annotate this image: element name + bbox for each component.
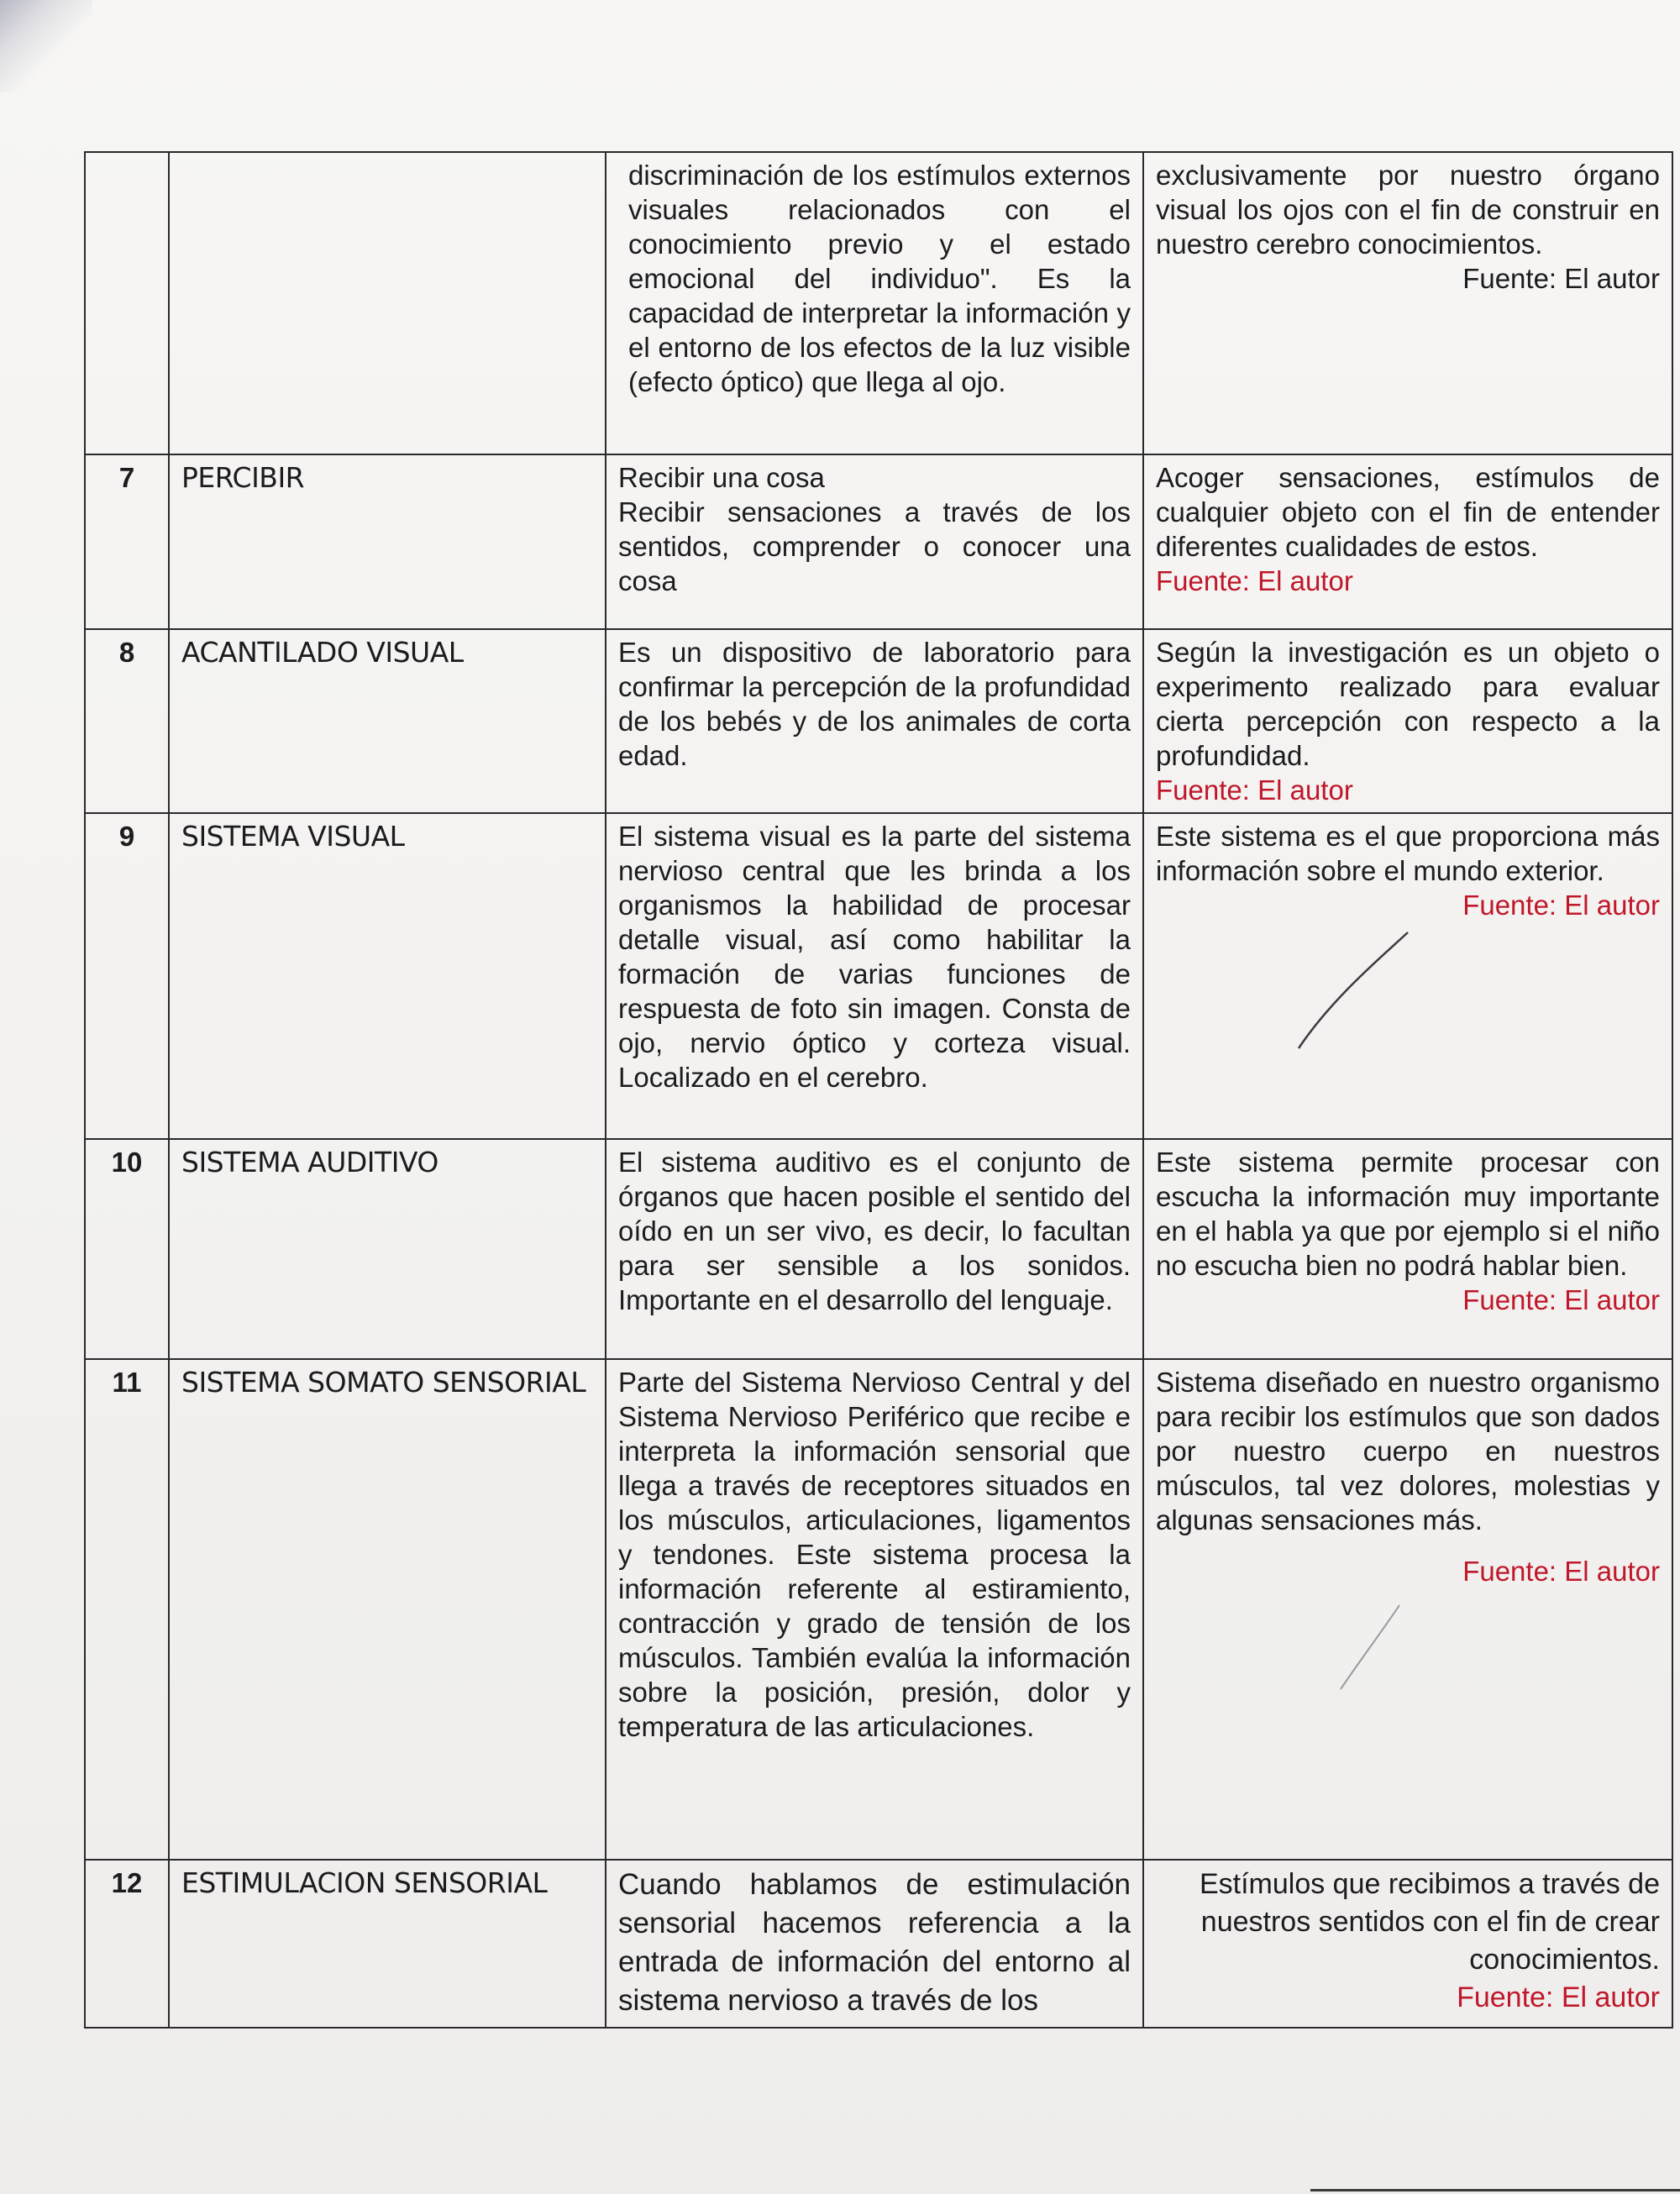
table-row: [85, 1860, 1672, 2028]
row-term: SISTEMA SOMATO SENSORIAL: [169, 1359, 606, 1860]
page-corner-shadow: [0, 0, 92, 92]
row-explanation: [1143, 454, 1672, 629]
source-label: Fuente: El autor: [1156, 565, 1353, 596]
source-label: Fuente: El autor: [1462, 1284, 1660, 1315]
row-term: ESTIMULACION SENSORIAL: [169, 1860, 606, 2028]
table-row: [85, 1359, 1672, 1860]
table-row: [85, 629, 1672, 813]
source-label: Fuente: El autor: [1462, 1556, 1660, 1587]
row-term: SISTEMA AUDITIVO: [169, 1139, 606, 1359]
definition-text: El sistema visual es la parte del sistema nervioso central que les brinda a los organismos la habilidad de procesar detalle visual, así como habilitar la formación de varias funciones de respuesta de foto sin imagen. Consta de ojo, nervio óptico y corteza visual. Localizado en el cerebro.: [618, 821, 1131, 1093]
row-explanation: [1143, 813, 1672, 1139]
row-definition: [606, 813, 1143, 1139]
footer-rule: [1310, 2189, 1680, 2191]
row-definition: [606, 1359, 1143, 1860]
row-number: 7: [85, 454, 169, 629]
row-number: 11: [85, 1359, 169, 1860]
definition-text: Cuando hablamos de estimulación sensorial hacemos referencia a la entrada de información del entorno al sistema nervioso a través de los: [618, 1868, 1131, 2017]
table-row: [85, 152, 1672, 454]
definition-text: El sistema auditivo es el conjunto de órganos que hacen posible el sentido del oído en un ser vivo, es decir, lo facultan para ser sensible a los sonidos. Importante en el desarrollo del lenguaje.: [618, 1147, 1131, 1315]
row-definition: [606, 454, 1143, 629]
row-term: ACANTILADO VISUAL: [169, 629, 606, 813]
definition-text: discriminación de los estímulos externos visuales relacionados con el conocimiento previo y el estado emocional del individuo". Es la capacidad de interpretar la información y el entorno de los efectos de la luz visible (efecto óptico) que llega al ojo.: [628, 160, 1131, 397]
row-term: PERCIBIR: [169, 454, 606, 629]
table-row: [85, 454, 1672, 629]
source-label: Fuente: El autor: [1457, 1981, 1660, 2013]
definition-text: Recibir una cosa Recibir sensaciones a través de los sentidos, comprender o conocer una cosa: [618, 462, 1131, 596]
row-explanation: [1143, 1860, 1672, 2028]
row-definition: [606, 629, 1143, 813]
pen-mark-icon: [1257, 922, 1425, 1057]
row-explanation: [1143, 152, 1672, 454]
pen-mark-icon: [1257, 1588, 1425, 1706]
explanation-text: exclusivamente por nuestro órgano visual los ojos con el fin de construir en nuestro cerebro conocimientos.: [1156, 160, 1660, 260]
row-explanation: [1143, 1359, 1672, 1860]
row-term: [169, 152, 606, 454]
definition-text: Parte del Sistema Nervioso Central y del Sistema Nervioso Periférico que recibe e interpreta la información sensorial que llega a través de receptores situados en los músculos, articulaciones, ligamentos y tendones. Este sistema procesa la información referente al estiramiento, contracción y grado de tensión de los músculos. También evalúa la información sobre la posición, presión, dolor y temperatura de las articulaciones.: [618, 1367, 1131, 1742]
explanation-text: Acoger sensaciones, estímulos de cualquier objeto con el fin de entender diferentes cualidades de estos.: [1156, 462, 1660, 562]
explanation-text: Según la investigación es un objeto o experimento realizado para evaluar cierta percepción con respecto a la profundidad.: [1156, 637, 1660, 771]
explanation-text: Este sistema es el que proporciona más información sobre el mundo exterior.: [1156, 821, 1660, 886]
source-label: Fuente: El autor: [1156, 774, 1353, 806]
source-label: Fuente: El autor: [1462, 890, 1660, 921]
row-number: 10: [85, 1139, 169, 1359]
row-number: [85, 152, 169, 454]
row-number: 8: [85, 629, 169, 813]
explanation-text: Estímulos que recibimos a través de nuestros sentidos con el fin de crear conocimientos.: [1199, 1868, 1660, 1976]
table-row: [85, 813, 1672, 1139]
source-label: Fuente: El autor: [1462, 263, 1660, 294]
row-definition: [606, 152, 1143, 454]
row-number: 12: [85, 1860, 169, 2028]
explanation-text: Este sistema permite procesar con escucha la información muy importante en el habla ya que por ejemplo si el niño no escucha bien no podrá hablar bien.: [1156, 1147, 1660, 1281]
explanation-text: Sistema diseñado en nuestro organismo para recibir los estímulos que son dados por nuestro cuerpo en nuestros músculos, tal vez dolores, molestias y algunas sensaciones más.: [1156, 1367, 1660, 1535]
row-term: SISTEMA VISUAL: [169, 813, 606, 1139]
table-row: [85, 1139, 1672, 1359]
row-definition: [606, 1139, 1143, 1359]
row-definition: [606, 1860, 1143, 2028]
pen-stroke: [1156, 922, 1660, 1057]
row-number: 9: [85, 813, 169, 1139]
definition-text: Es un dispositivo de laboratorio para confirmar la percepción de la profundidad de los bebés y de los animales de corta edad.: [618, 637, 1131, 771]
row-explanation: [1143, 629, 1672, 813]
pen-stroke: [1156, 1588, 1660, 1723]
glossary-table: [84, 151, 1673, 2029]
row-explanation: [1143, 1139, 1672, 1359]
